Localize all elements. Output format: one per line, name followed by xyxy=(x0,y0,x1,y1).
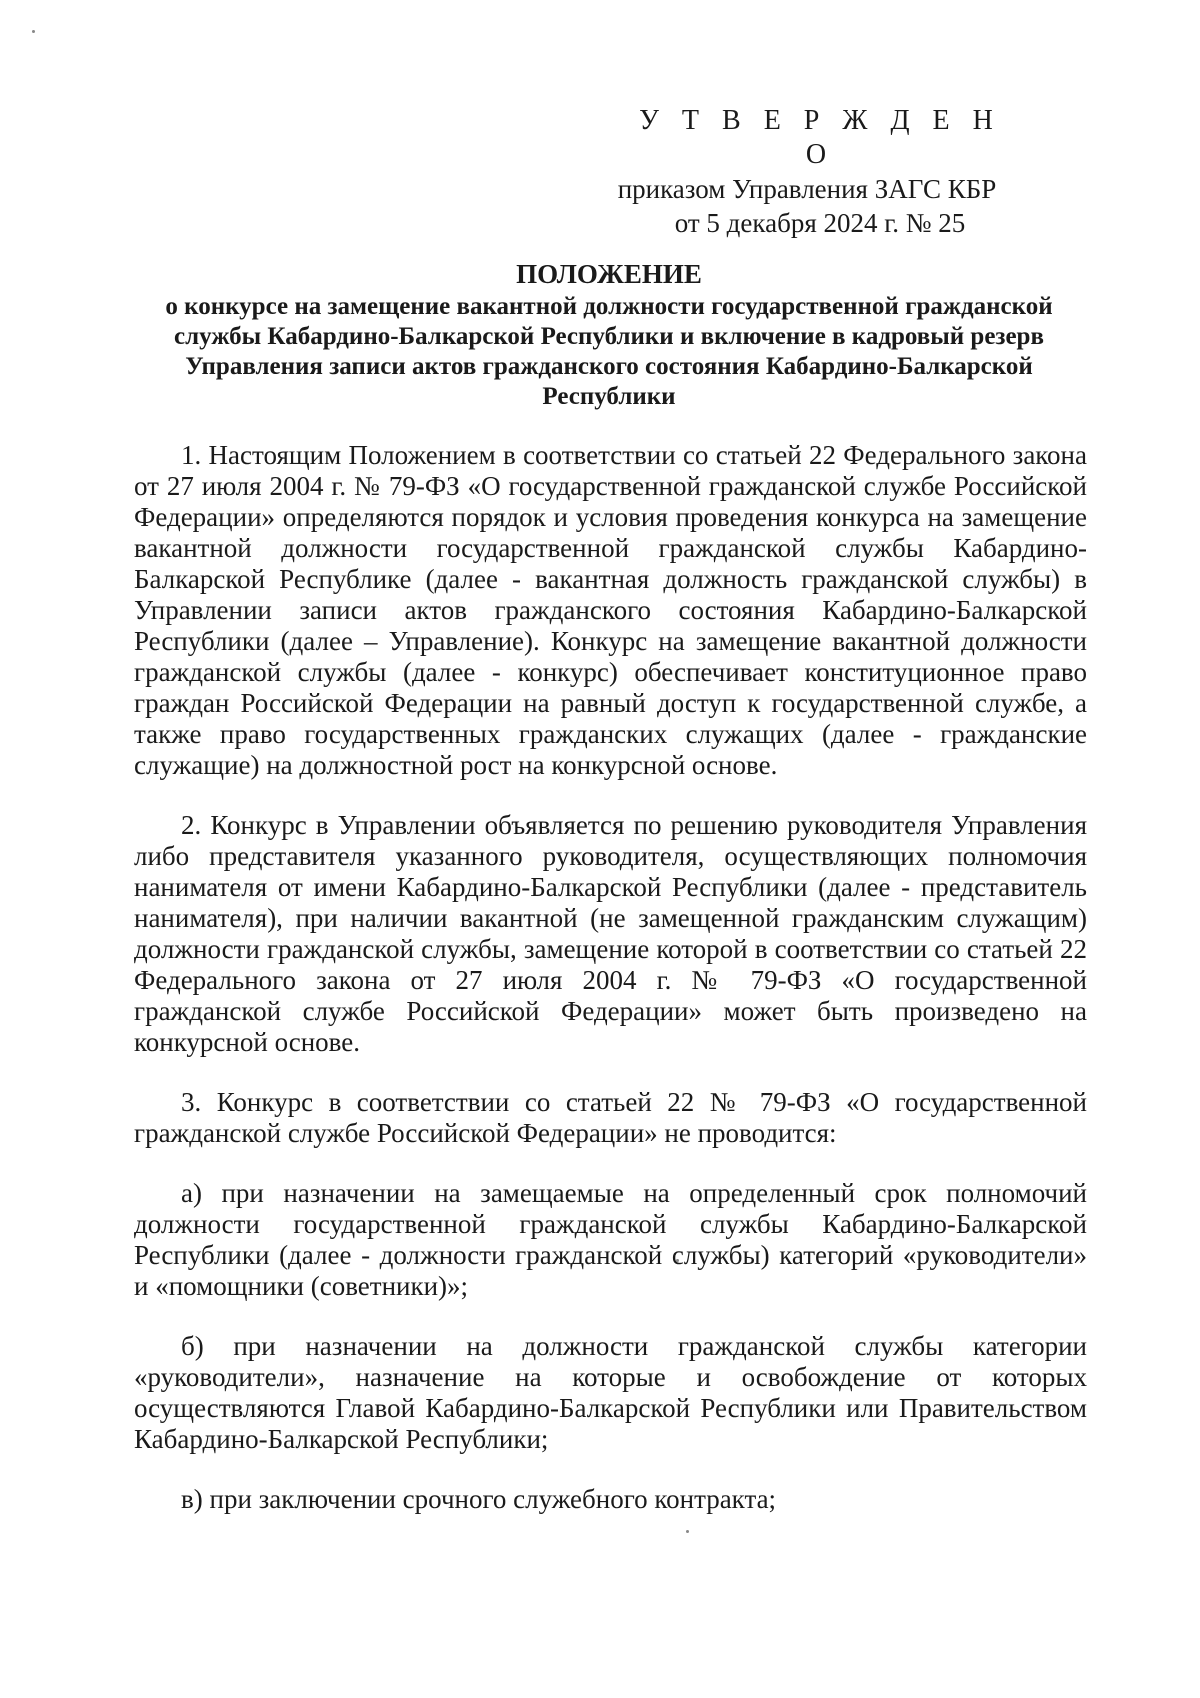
paragraph-3a: а) при назначении на замещаемые на определенный срок полномочий должности государственной гражданской службы Кабардино-Балкарской Республики (далее - должности гражданской службы) категорий «руководители» и «помощники (советники)»; xyxy=(134,1178,1087,1301)
document-body xyxy=(134,440,1087,1544)
paragraph-3: 3. Конкурс в соответствии со статьей 22 № 79-ФЗ «О государственной гражданской службе Российской Федерации» не проводится: xyxy=(134,1087,1087,1148)
document-heading xyxy=(134,259,1084,412)
paragraph-3b: б) при назначении на должности гражданской службы категории «руководители», назначение на которые и освобождение от которых осуществляются Главой Кабардино-Балкарской Республики или Правительством Кабардино-Балкарской Республики; xyxy=(134,1331,1087,1454)
paragraph-2: 2. Конкурс в Управлении объявляется по решению руководителя Управления либо представителя указанного руководителя, осуществляющих полномочия нанимателя от имени Кабардино-Балкарской Республики (далее - представитель нанимателя), при наличии вакантной (не замещенной гражданским служащим) должности гражданской службы, замещение которой в соответствии со статьей 22 Федерального закона от 27 июля 2004 г. № 79-ФЗ «О государственной гражданской службе Российской Федерации» может быть произведено на конкурсной основе. xyxy=(134,810,1087,1057)
approval-block xyxy=(617,104,1020,240)
approval-order-line: приказом Управления ЗАГС КБР xyxy=(617,174,997,204)
scan-speck xyxy=(32,30,35,33)
document-title: ПОЛОЖЕНИЕ xyxy=(516,259,702,289)
document-subtitle: о конкурсе на замещение вакантной должности государственной гражданской службы Кабардино-Балкарской Республики и включение в кадровый резерв Управления записи актов гражданского состояния Кабардино-Балкарской Республики xyxy=(165,293,1053,410)
approval-stamp: У Т В Е Р Ж Д Е Н О xyxy=(639,105,1001,170)
paragraph-3c: в) при заключении срочного служебного контракта; xyxy=(181,1484,777,1514)
approval-date-line: от 5 декабря 2024 г. № 25 xyxy=(674,208,966,238)
paragraph-1: 1. Настоящим Положением в соответствии со статьей 22 Федерального закона от 27 июля 2004 г. № 79-ФЗ «О государственной гражданской службе Российской Федерации» определяются порядок и условия проведения конкурса на замещение вакантной должности государственной гражданской службы Кабардино-Балкарской Республике (далее - вакантная должность гражданской службы) в Управлении записи актов гражданского состояния Кабардино-Балкарской Республики (далее – Управление). Конкурс на замещение вакантной должности гражданской службы (далее - конкурс) обеспечивает конституционное право граждан Российской Федерации на равный доступ к государственной службе, а также право государственных гражданских служащих (далее - гражданские служащие) на должностной рост на конкурсной основе. xyxy=(134,440,1087,780)
